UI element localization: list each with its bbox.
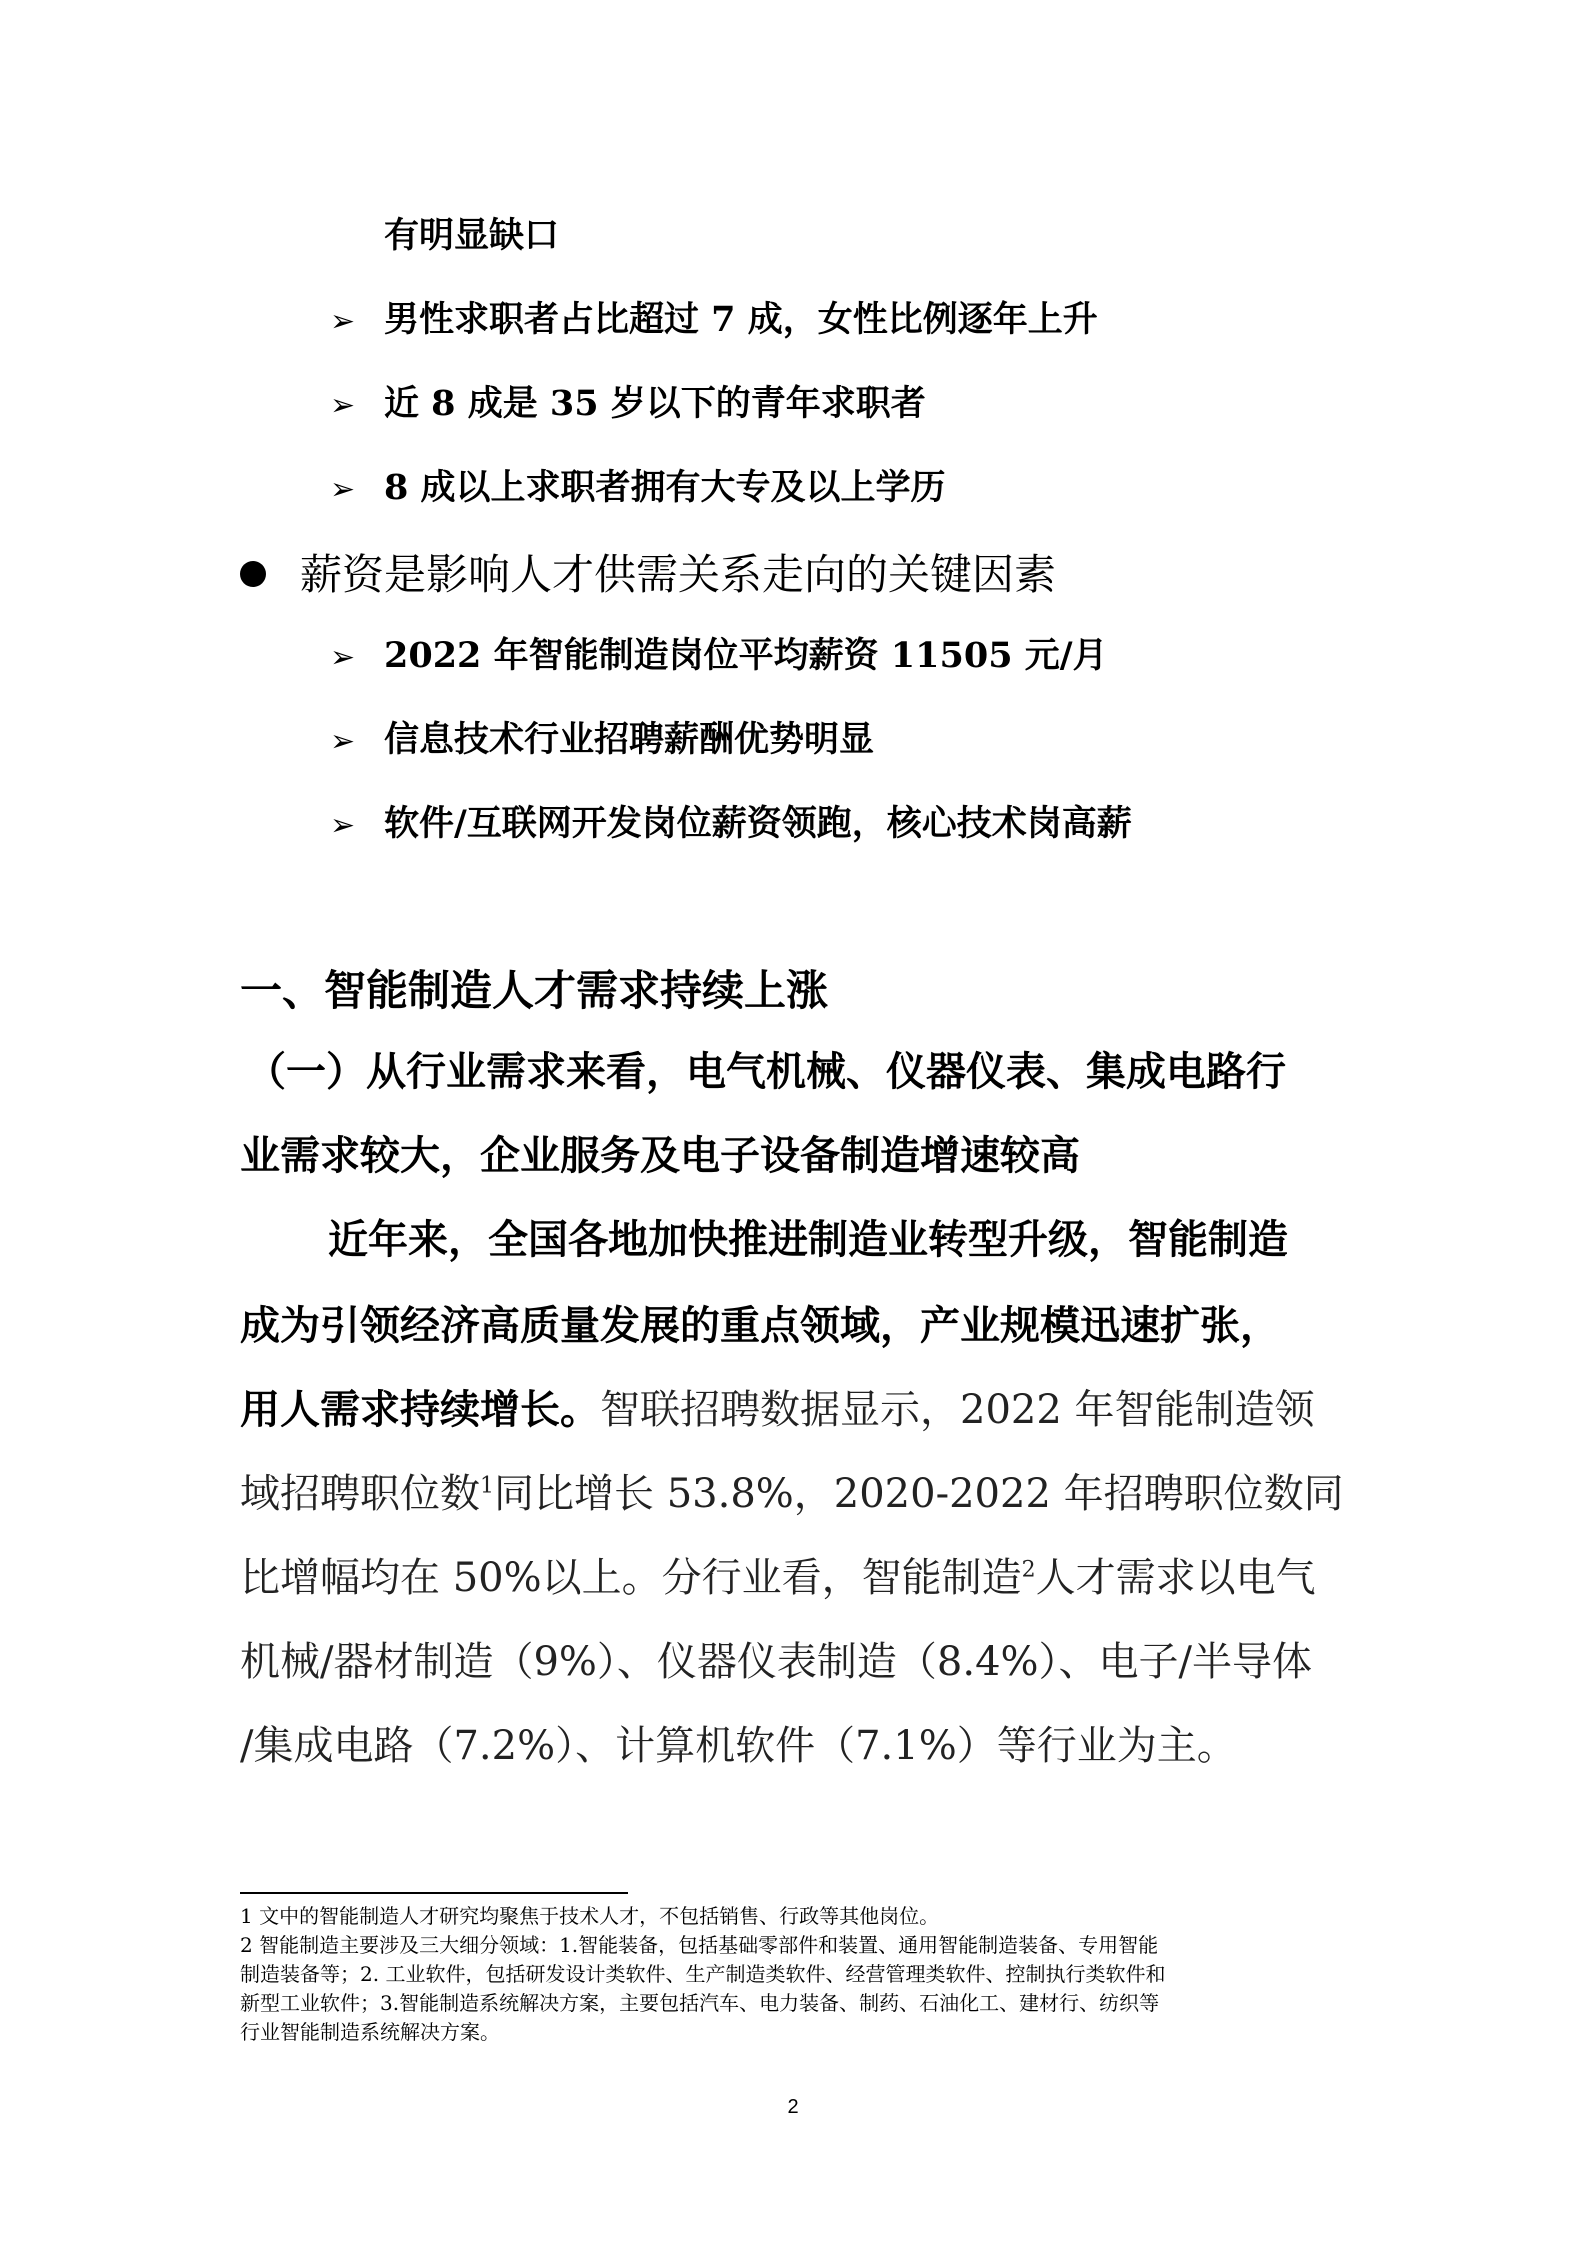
continuation-line: 有明显缺口 [384, 215, 560, 256]
list-item [330, 635, 1108, 676]
paragraph-line: 机械/器材制造（9%）、仪器仪表制造（8.4%）、电子/半导体 [240, 1639, 1313, 1685]
footnote-2-line: 新型工业软件；3.智能制造系统解决方案，主要包括汽车、电力装备、制药、石油化工、建材行、纺织等 [240, 1991, 1160, 2015]
section-title: 一、智能制造人才需求持续上涨 [240, 966, 829, 1015]
round-bullet-icon [240, 561, 266, 587]
arrow-bullet-icon: ➢ [330, 472, 356, 507]
footnote-2-line: 2 智能制造主要涉及三大细分领域：1.智能装备，包括基础零部件和装置、通用智能制造装备、专用智能 [240, 1933, 1159, 1957]
paragraph-line: /集成电路（7.2%）、计算机软件（7.1%）等行业为主。 [240, 1723, 1237, 1769]
subsection-title-line: 业需求较大，企业服务及电子设备制造增速较高 [240, 1132, 1080, 1179]
list-item-text: 信息技术行业招聘薪酬优势明显 [384, 719, 875, 760]
arrow-bullet-icon: ➢ [330, 724, 356, 759]
list-item-text: 8 成以上求职者拥有大专及以上学历 [384, 467, 946, 508]
list-item-text: 2022 年智能制造岗位平均薪资 11505 元/月 [384, 635, 1108, 676]
arrow-bullet-icon: ➢ [330, 304, 356, 339]
list-item-text: 近 8 成是 35 岁以下的青年求职者 [384, 383, 926, 424]
paragraph-line: 近年来，全国各地加快推进制造业转型升级，智能制造 [328, 1216, 1288, 1263]
bullet-item [240, 550, 1057, 599]
arrow-bullet-icon: ➢ [330, 808, 356, 843]
paragraph-span: 同比增长 53.8%，2020-2022 年招聘职位数同 [494, 1471, 1344, 1517]
footnote-2-line: 行业智能制造系统解决方案。 [240, 2020, 500, 2044]
list-item [330, 383, 926, 424]
paragraph-span: 域招聘职位数 [240, 1471, 480, 1517]
paragraph-span: 人才需求以电气 [1035, 1555, 1316, 1601]
paragraph-line [240, 1471, 1344, 1517]
paragraph-span: 智联招聘数据显示，2022 年智能制造领 [600, 1387, 1315, 1433]
subsection-title-line: （一）从行业需求来看，电气机械、仪器仪表、集成电路行 [246, 1048, 1286, 1095]
list-item [330, 299, 1098, 340]
footnote-1: 1 文中的智能制造人才研究均聚焦于技术人才，不包括销售、行政等其他岗位。 [240, 1904, 940, 1928]
paragraph-line [240, 1386, 1315, 1433]
footnote-separator [240, 1892, 628, 1894]
page-number: 2 [787, 2096, 799, 2118]
paragraph-bold-span: 用人需求持续增长。 [240, 1386, 600, 1433]
list-item-text: 男性求职者占比超过 7 成，女性比例逐年上升 [384, 299, 1098, 340]
paragraph-span: 比增幅均在 50%以上。分行业看，智能制造 [240, 1555, 1022, 1601]
bullet-text: 薪资是影响人才供需关系走向的关键因素 [300, 550, 1057, 599]
footnote-ref[interactable]: 1 [480, 1473, 494, 1499]
arrow-bullet-icon: ➢ [330, 640, 356, 675]
paragraph-line: 成为引领经济高质量发展的重点领域，产业规模迅速扩张， [240, 1302, 1280, 1349]
arrow-bullet-icon: ➢ [330, 388, 356, 423]
list-item [330, 719, 875, 760]
list-item [330, 467, 946, 508]
list-item-text: 软件/互联网开发岗位薪资领跑，核心技术岗高薪 [384, 803, 1132, 844]
paragraph-line [240, 1555, 1316, 1601]
list-item [330, 803, 1132, 844]
footnote-2-line: 制造装备等；2. 工业软件，包括研发设计类软件、生产制造类软件、经营管理类软件、控制执行类软件和 [240, 1962, 1166, 1986]
footnote-ref[interactable]: 2 [1021, 1557, 1036, 1583]
